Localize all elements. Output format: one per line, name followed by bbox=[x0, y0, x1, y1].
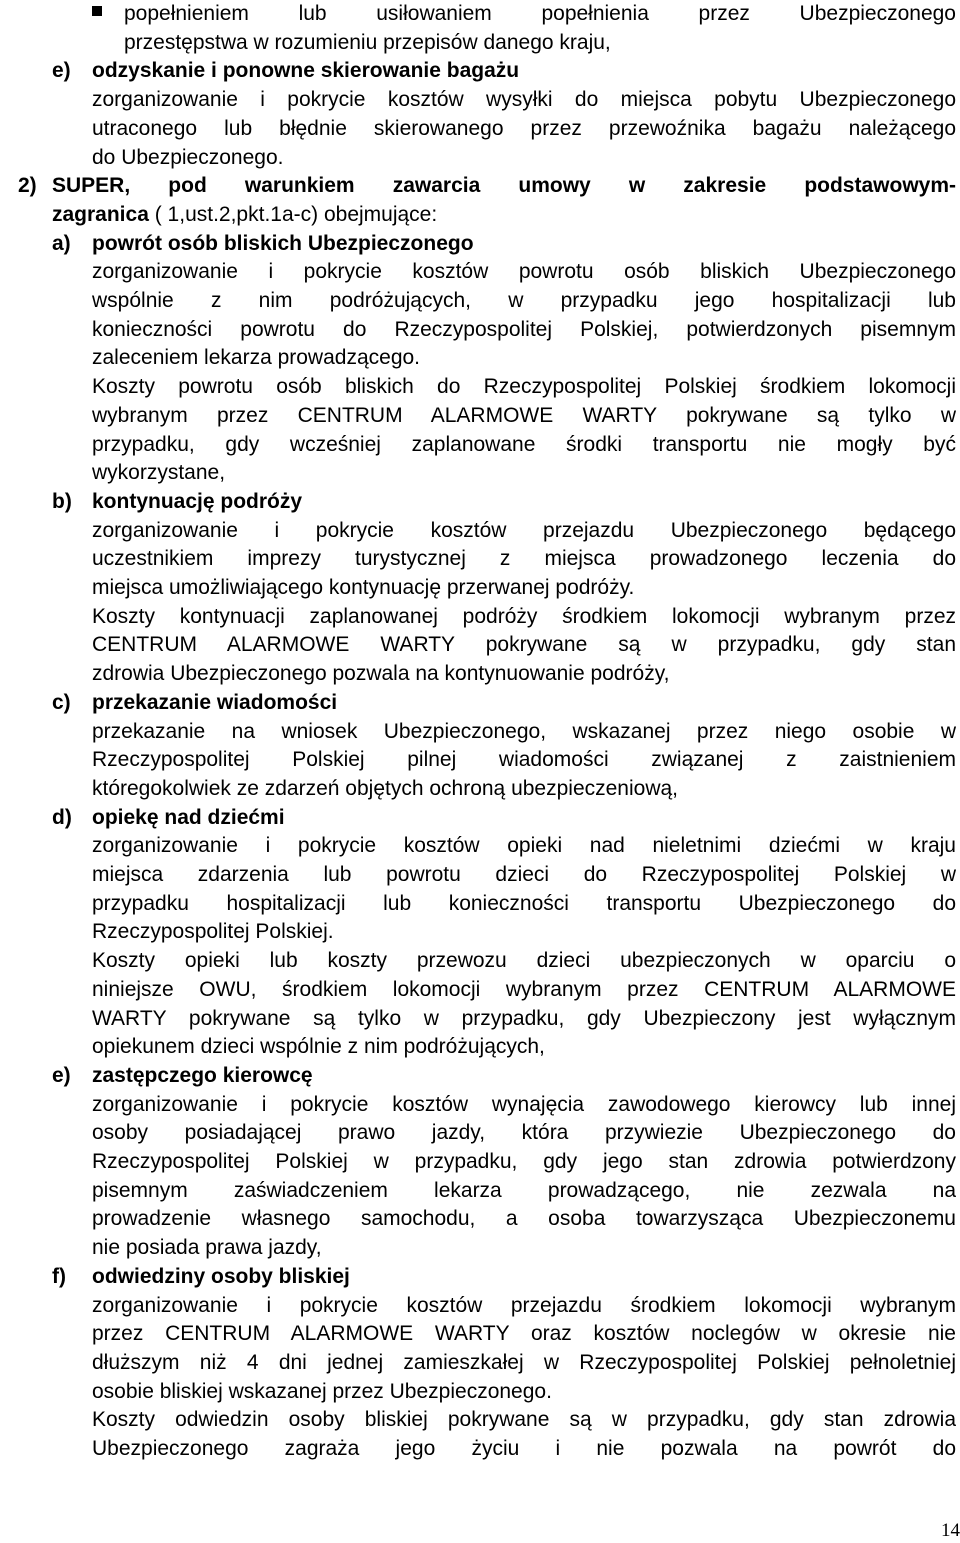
text-line bbox=[92, 946, 956, 975]
text-line bbox=[92, 1032, 956, 1061]
line-text: zdrowia Ubezpieczonego pozwala na kontynuowanie podróży, bbox=[92, 662, 670, 685]
line-text: pisemnym zaświadczeniem lekarza prowadzącego, nie zezwala na bbox=[92, 1179, 956, 1202]
text-line bbox=[92, 602, 956, 631]
line-text: Koszty odwiedzin osoby bliskiej pokrywane są w przypadku, gdy stan zdrowia bbox=[92, 1408, 956, 1431]
line-text: przypadku, gdy wcześniej zaplanowane środki transportu nie mogły być bbox=[92, 433, 956, 456]
line-text: miejsca zdarzenia lub powrotu dzieci do Rzeczypospolitej Polskiej w bbox=[92, 863, 956, 886]
line-text: przestępstwa w rozumieniu przepisów danego kraju, bbox=[124, 31, 611, 54]
list-marker: e) bbox=[52, 1064, 71, 1087]
line-text: przekazanie na wniosek Ubezpieczonego, wskazanej przez niego osobie w bbox=[92, 720, 956, 743]
text-line bbox=[92, 1434, 956, 1463]
line-text: Rzeczypospolitej Polskiej. bbox=[92, 920, 334, 943]
page-number: 14 bbox=[941, 1520, 960, 1541]
line-text: osobie bliskiej wskazanej przez Ubezpieczonego. bbox=[92, 1380, 552, 1403]
text-line bbox=[92, 917, 956, 946]
text-line bbox=[92, 143, 956, 172]
line-text: Ubezpieczonego zagraża jego życiu i nie pozwala na powrót do bbox=[92, 1437, 956, 1460]
list-marker: c) bbox=[52, 691, 71, 714]
text-line bbox=[92, 1291, 956, 1320]
text-line bbox=[92, 573, 956, 602]
list-marker: 2) bbox=[18, 174, 37, 197]
text-line bbox=[92, 1233, 956, 1262]
text-line bbox=[92, 889, 956, 918]
item-heading: zastępczego kierowcę bbox=[92, 1064, 313, 1087]
line-text: utraconego lub błędnie skierowanego przez przewoźnika bagażu należącego bbox=[92, 117, 956, 140]
line-text: zorganizowanie i pokrycie kosztów przejazdu środkiem lokomocji wybranym bbox=[92, 1294, 956, 1317]
line-text: wspólnie z nim podróżujących, w przypadku jego hospitalizacji lub bbox=[92, 289, 956, 312]
text-line bbox=[124, 0, 956, 28]
text-line bbox=[92, 1004, 956, 1033]
text-line bbox=[92, 717, 956, 746]
text-line bbox=[92, 659, 956, 688]
text-line bbox=[92, 1405, 956, 1434]
text-line bbox=[92, 487, 956, 516]
text-line bbox=[92, 1090, 956, 1119]
item-heading: kontynuację podróży bbox=[92, 490, 303, 513]
line-text: popełnieniem lub usiłowaniem popełnienia przez Ubezpieczonego bbox=[124, 2, 956, 25]
line-text: zorganizowanie i pokrycie kosztów powrotu osób bliskich Ubezpieczonego bbox=[92, 260, 956, 283]
text-line bbox=[92, 315, 956, 344]
line-text: prowadzenie własnego samochodu, a osoba towarzysząca Ubezpieczonemu bbox=[92, 1207, 956, 1230]
line-text: uczestnikiem imprezy turystycznej z miejsca prowadzonego leczenia do bbox=[92, 547, 956, 570]
line-text: zaleceniem lekarza prowadzącego. bbox=[92, 346, 421, 369]
text-line bbox=[92, 85, 956, 114]
text-line bbox=[92, 1377, 956, 1406]
item-heading: odwiedziny osoby bliskiej bbox=[92, 1265, 350, 1288]
line-text: niniejsze OWU, środkiem lokomocji wybranym przez CENTRUM ALARMOWE bbox=[92, 978, 956, 1001]
text-line bbox=[52, 171, 956, 200]
line-text: Koszty kontynuacji zaplanowanej podróży środkiem lokomocji wybranym przez bbox=[92, 605, 956, 628]
line-text: konieczności powrotu do Rzeczypospolitej Polskiej, potwierdzonych pisemnym bbox=[92, 318, 956, 341]
item-heading: przekazanie wiadomości bbox=[92, 691, 338, 714]
line-text: WARTY pokrywane są tylko w przypadku, gdy Ubezpieczony jest wyłącznym bbox=[92, 1007, 956, 1030]
line-text: do Ubezpieczonego. bbox=[92, 146, 284, 169]
line-text: miejsca umożliwiającego kontynuację przerwanej podróży. bbox=[92, 576, 635, 599]
text-line bbox=[92, 229, 956, 258]
text-line bbox=[92, 774, 956, 803]
line-text: wybranym przez CENTRUM ALARMOWE WARTY pokrywane są tylko w bbox=[92, 404, 956, 427]
text-line bbox=[92, 688, 956, 717]
item-heading: odzyskanie i ponowne skierowanie bagażu bbox=[92, 59, 520, 82]
line-text: zorganizowanie i pokrycie kosztów przejazdu Ubezpieczonego będącego bbox=[92, 519, 956, 542]
text-line bbox=[92, 1348, 956, 1377]
text-line bbox=[92, 803, 956, 832]
text-line bbox=[92, 343, 956, 372]
text-line bbox=[92, 257, 956, 286]
line-text: Koszty opieki lub koszty przewozu dzieci ubezpieczonych w oparciu o bbox=[92, 949, 956, 972]
list-marker: d) bbox=[52, 806, 72, 829]
list-marker: f) bbox=[52, 1265, 66, 1288]
line-text: osoby posiadającej prawo jazdy, która przywiezie Ubezpieczonego do bbox=[92, 1121, 956, 1144]
text-line bbox=[92, 745, 956, 774]
text-line bbox=[92, 1204, 956, 1233]
line-text: Rzeczypospolitej Polskiej w przypadku, gdy jego stan zdrowia potwierdzony bbox=[92, 1150, 956, 1173]
line-text: któregokolwiek ze zdarzeń objętych ochroną ubezpieczeniową, bbox=[92, 777, 679, 800]
text-line bbox=[92, 544, 956, 573]
text-line bbox=[92, 56, 956, 85]
text-line bbox=[92, 1176, 956, 1205]
item-heading: powrót osób bliskich Ubezpieczonego bbox=[92, 232, 474, 255]
line-text: zorganizowanie i pokrycie kosztów wysyłki do miejsca pobytu Ubezpieczonego bbox=[92, 88, 956, 111]
text-line bbox=[92, 630, 956, 659]
item-heading: SUPER, pod warunkiem zawarcia umowy w zakresie podstawowym- bbox=[52, 174, 956, 197]
text-line bbox=[92, 1262, 956, 1291]
line-text: nie posiada prawa jazdy, bbox=[92, 1236, 322, 1259]
line-text: Rzeczypospolitej Polskiej pilnej wiadomości związanej z zaistnieniem bbox=[92, 748, 956, 771]
text-line bbox=[92, 430, 956, 459]
line-text: zorganizowanie i pokrycie kosztów opieki nad nieletnimi dziećmi w kraju bbox=[92, 834, 956, 857]
text-line bbox=[92, 1061, 956, 1090]
item-heading: zagranica bbox=[52, 203, 149, 226]
text-line bbox=[92, 516, 956, 545]
text-line bbox=[124, 28, 956, 57]
line-text: przypadku hospitalizacji lub konieczności transportu Ubezpieczonego do bbox=[92, 892, 956, 915]
list-marker: e) bbox=[52, 59, 71, 82]
list-marker: b) bbox=[52, 490, 72, 513]
text-line bbox=[92, 1147, 956, 1176]
text-line bbox=[92, 831, 956, 860]
text-line bbox=[92, 372, 956, 401]
line-text: CENTRUM ALARMOWE WARTY pokrywane są w przypadku, gdy stan bbox=[92, 633, 956, 656]
text-line bbox=[92, 1319, 956, 1348]
text-line bbox=[92, 286, 956, 315]
text-line bbox=[92, 975, 956, 1004]
text-line bbox=[92, 458, 956, 487]
line-text: wykorzystane, bbox=[92, 461, 226, 484]
line-text: dłuższym niż 4 dni jednej zamieszkałej w Rzeczypospolitej Polskiej pełnoletniej bbox=[92, 1351, 956, 1374]
list-marker: a) bbox=[52, 232, 71, 255]
line-text: ( 1,ust.2,pkt.1a-c) obejmujące: bbox=[148, 203, 438, 226]
bullet-square-icon bbox=[92, 6, 102, 16]
text-line bbox=[92, 1118, 956, 1147]
line-text: przez CENTRUM ALARMOWE WARTY oraz kosztów noclegów w okresie nie bbox=[92, 1322, 956, 1345]
line-text: zorganizowanie i pokrycie kosztów wynajęcia zawodowego kierowcy lub innej bbox=[92, 1093, 956, 1116]
text-line bbox=[92, 401, 956, 430]
line-text: opiekunem dzieci wspólnie z nim podróżujących, bbox=[92, 1035, 545, 1058]
item-heading: opiekę nad dziećmi bbox=[92, 806, 285, 829]
text-line bbox=[92, 860, 956, 889]
text-line bbox=[52, 200, 956, 229]
line-text: Koszty powrotu osób bliskich do Rzeczypospolitej Polskiej środkiem lokomocji bbox=[92, 375, 956, 398]
text-line bbox=[92, 114, 956, 143]
